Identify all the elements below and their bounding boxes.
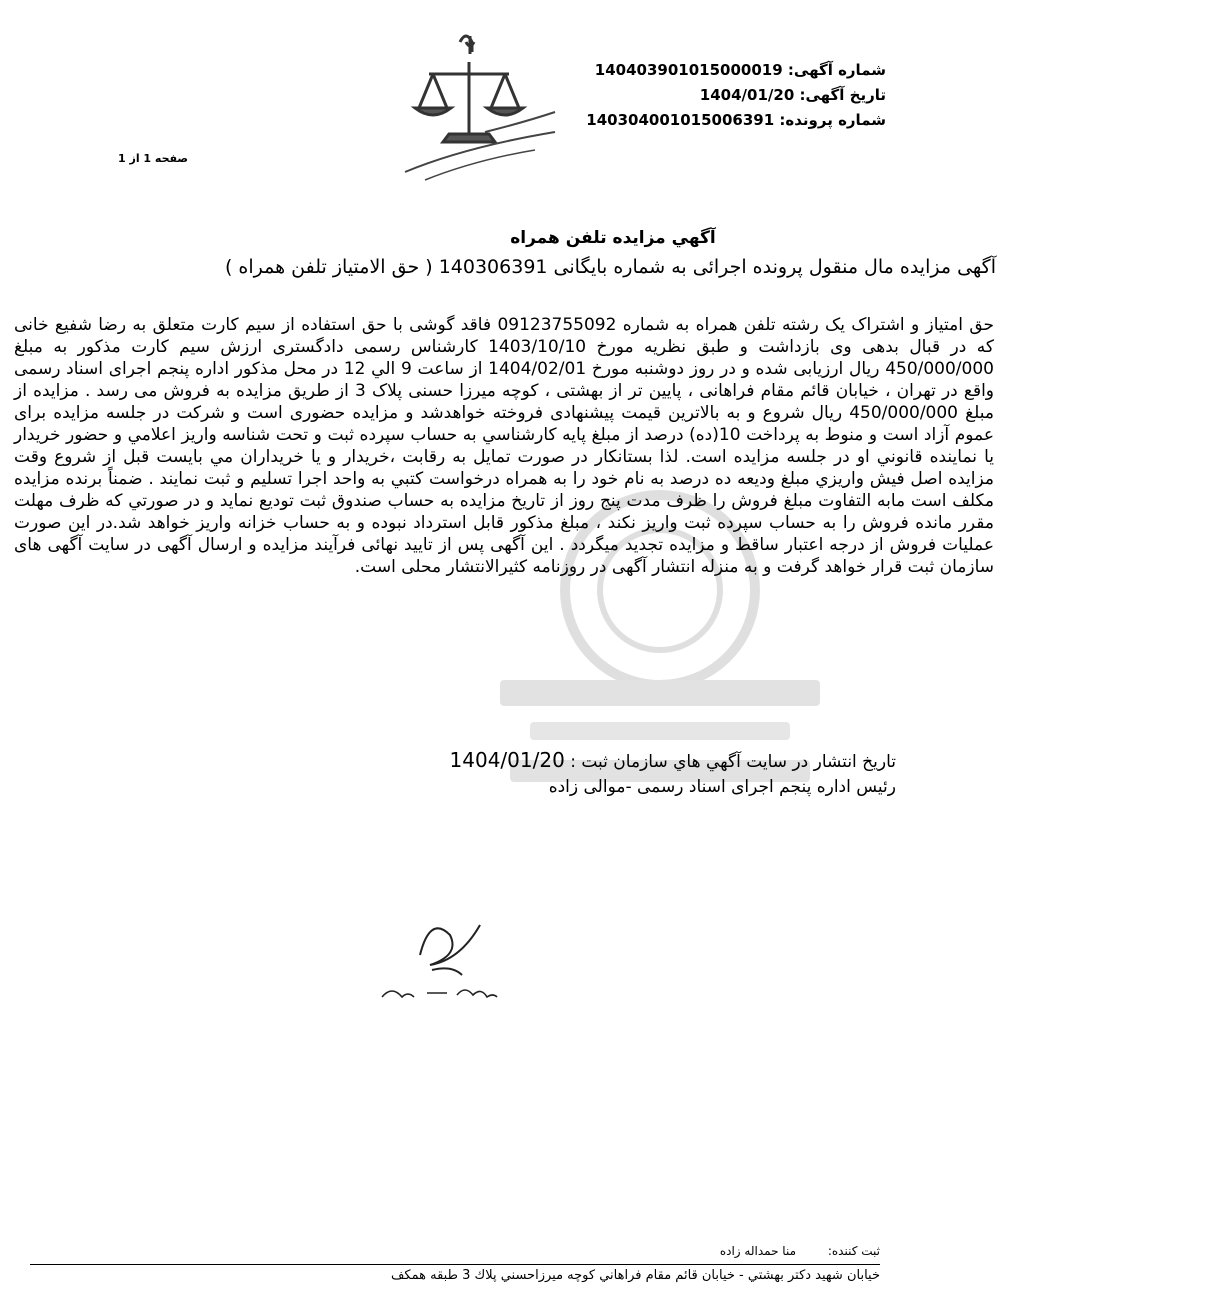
case-number-label: شماره پرونده: — [779, 111, 886, 129]
page-subtitle: آگهی مزایده مال منقول پرونده اجرائی به شماره بایگانی 140306391 ( حق الامتیاز تلفن همراه ) — [224, 256, 996, 278]
publication-date-line — [450, 748, 896, 772]
handwritten-signature — [372, 915, 522, 1010]
registrar-name: منا حمداله زاده — [719, 1244, 797, 1258]
footer-address: خيابان شهيد دكتر بهشتي - خيابان قائم مقام فراهاني كوچه ميرزاحسني پلاك 3 طبقه همكف — [390, 1268, 880, 1283]
case-number-row — [586, 108, 886, 133]
page-title: آگهي مزايده تلفن همراه — [510, 228, 716, 248]
notice-meta — [586, 58, 886, 133]
signatory-name: رئیس اداره پنجم اجرای اسناد رسمی -موالی زاده — [548, 777, 896, 797]
registrar — [720, 1244, 880, 1258]
notice-number: 140403901015000019 — [594, 61, 783, 79]
judiciary-scales-logo-icon — [385, 22, 590, 187]
notice-number-row — [586, 58, 886, 83]
footer-divider — [30, 1264, 880, 1265]
notice-date-row — [586, 83, 886, 108]
notice-number-label: شماره آگهی: — [787, 61, 886, 79]
notice-date: 1404/01/20 — [699, 86, 795, 104]
notice-body: حق امتیاز و اشتراک یک رشته تلفن همراه به شماره 09123755092 فاقد گوشی با حق استفاده از سیم کارت متعلق به رضا شفیع خانی که در قبال بدهی وی بازداشت و طبق نظریه مورخ 1403/10/10 کارشناس رسمی دادگستری ارزش سیم کارت مذکور به مبلغ 450/000/000 ریال ارزیابی شده و در روز دوشنبه مورخ 1404/02/01 از ساعت 9 الي 12 در محل مذکور اداره پنجم اجرای اسناد رسمی واقع در تهران ، خیابان قائم مقام فراهانی ، پایین تر از بهشتی ، کوچه میرزا حسنی پلاک 3 از طریق مزایده به فروش می رسد . مزایده از مبلغ 450/000/000 ریال شروع و به بالاترین قیمت پیشنهادی فروخته خواهدشد و مزایده حضوری است و شرکت در جلسه مزایده برای عموم آزاد است و منوط به پرداخت 10(ده) درصد از مبلغ پایه کارشناسي به حساب سپرده ثبت و تحت شناسه واریز اعلامي و حضور خریدار یا نماینده قانوني او در جلسه مزایده است. لذا بستانكار در صورت تمایل به رقابت ،خریدار و یا خریداران مي بایست قبل از شروع وقت مزایده اصل فیش واریزي مبلغ ودیعه ده درصد به نام خود را به همراه درخواست كتبي به واحد اجرا تسلیم و ثبت نمایند . ضمناً برنده مزایده مکلف است مابه التفاوت مبلغ فروش را ظرف مدت پنج روز از تاریخ مزایده به حساب صندوق ثبت توديع نماید و در صورتي كه ظرف مهلت مقرر مانده فروش را به حساب سپرده ثبت واریز نكند ، مبلغ مذكور قابل استرداد نبوده و به حساب خزانه واریز خواهد شد.در این صورت عملیات فروش از درجه اعتبار ساقط و مزایده تجدید میگردد . این آگهی پس از تایید نهائی فرآیند مزایده و ارسال آگهی در سایت آگهی های سازمان ثبت قرار خواهد گرفت و به منزله انتشار آگهی در روزنامه کثیرالانتشار محلی است. — [14, 315, 995, 577]
publication-date: 1404/01/20 — [449, 748, 565, 772]
notice-date-label: تاریخ آگهی: — [799, 86, 886, 104]
page-indicator: صفحه 1 از 1 — [118, 152, 189, 165]
publication-date-label: تاريخ انتشار در سايت آگهي هاي سازمان ثبت : — [570, 752, 896, 772]
case-number: 140304001015006391 — [586, 111, 775, 129]
registrar-label: ثبت کننده: — [827, 1244, 880, 1258]
